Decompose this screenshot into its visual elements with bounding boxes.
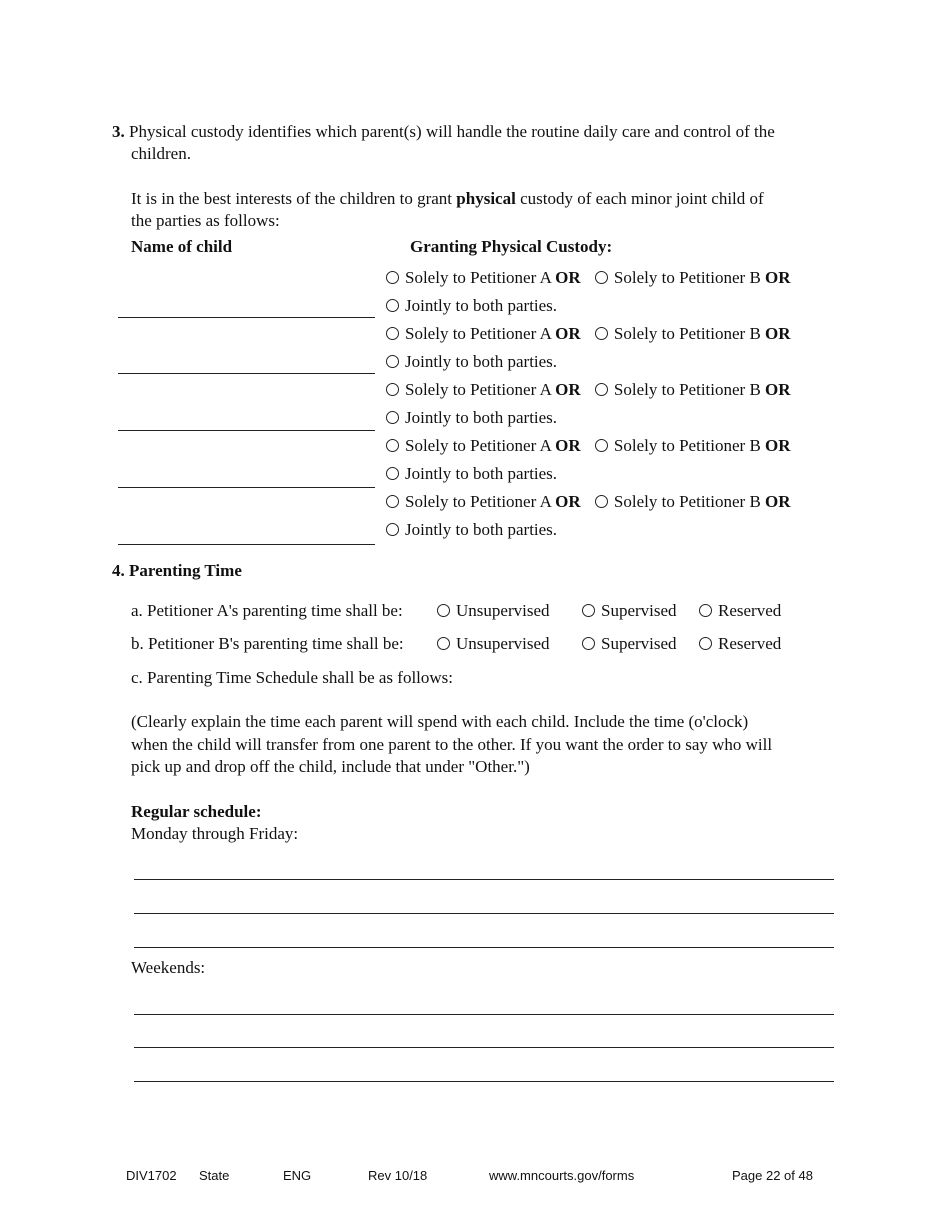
custody-row-4-sole [386,436,791,456]
radio-joint-3[interactable] [386,411,399,424]
option-joint-label: Jointly to both parties. [405,296,558,315]
child-name-field-1[interactable] [118,317,375,318]
or-label: OR [765,268,791,287]
child-name-field-3[interactable] [118,430,375,431]
section3-intro-line2: children. [131,144,191,163]
weekend-line-3[interactable] [134,1081,834,1082]
or-label: OR [555,268,581,287]
petitioner-b-parenting-label: b. Petitioner B's parenting time shall be: [131,634,404,653]
option-a-label: Solely to Petitioner A [405,380,556,399]
or-label: OR [555,324,581,343]
radio-a-supervised[interactable] [582,604,595,617]
or-label: OR [555,380,581,399]
section3-intro-text: Physical custody identifies which parent(s) will handle the routine daily care and control of the [129,122,775,141]
radio-petitioner-b-1[interactable] [595,271,608,284]
para-text-1: It is in the best interests of the children to grant [131,189,457,208]
radio-b-reserved[interactable] [699,637,712,650]
section4-title: 4. Parenting Time [112,561,242,580]
schedule-label: c. Parenting Time Schedule shall be as follows: [131,668,454,687]
instruction-line2: when the child will transfer from one parent to the other. If you want the order to say who will [131,735,773,754]
child-name-field-2[interactable] [118,373,375,374]
column-header-custody: Granting Physical Custody: [410,237,613,256]
radio-a-reserved[interactable] [699,604,712,617]
instruction-line3: pick up and drop off the child, include that under "Other.") [131,757,530,776]
weekend-label: Weekends: [131,958,206,977]
weekend-line-2[interactable] [134,1047,834,1048]
petitioner-a-supervised [582,601,677,621]
radio-petitioner-a-2[interactable] [386,327,399,340]
radio-joint-5[interactable] [386,523,399,536]
custody-row-5-sole [386,492,791,512]
radio-petitioner-b-4[interactable] [595,439,608,452]
petitioner-b-supervised [582,634,677,654]
custody-row-5-joint [386,520,557,540]
opt-reserved-label: Reserved [718,601,782,620]
petitioner-b-options [437,634,549,654]
weekday-line-1[interactable] [134,879,834,880]
or-label: OR [765,436,791,455]
column-header-name: Name of child [131,237,233,256]
regular-schedule-title: Regular schedule: [131,802,262,821]
opt-supervised-label: Supervised [601,601,677,620]
footer-url[interactable]: www.mncourts.gov/forms [489,1168,635,1183]
footer-state: State [199,1168,230,1183]
option-joint-label: Jointly to both parties. [405,408,558,427]
radio-joint-1[interactable] [386,299,399,312]
opt-unsupervised-label: Unsupervised [456,601,550,620]
radio-joint-2[interactable] [386,355,399,368]
option-a-label: Solely to Petitioner A [405,436,556,455]
radio-b-unsupervised[interactable] [437,637,450,650]
option-a-label: Solely to Petitioner A [405,268,556,287]
option-joint-label: Jointly to both parties. [405,352,558,371]
radio-petitioner-a-3[interactable] [386,383,399,396]
custody-row-2-joint [386,352,557,372]
or-label: OR [765,492,791,511]
custody-row-1-joint [386,296,557,316]
footer-form-id: DIV1702 [126,1168,177,1183]
radio-b-supervised[interactable] [582,637,595,650]
option-a-label: Solely to Petitioner A [405,492,556,511]
custody-row-2-sole [386,324,791,344]
custody-row-3-sole [386,380,791,400]
petitioner-a-parenting-label: a. Petitioner A's parenting time shall be: [131,601,403,620]
custody-row-4-joint [386,464,557,484]
weekday-line-2[interactable] [134,913,834,914]
radio-petitioner-a-5[interactable] [386,495,399,508]
footer-page: Page 22 of 48 [732,1168,813,1183]
para-text-2: custody of each minor joint child of [515,189,764,208]
option-joint-label: Jointly to both parties. [405,464,558,483]
option-b-label: Solely to Petitioner B [613,380,766,399]
opt-supervised-label: Supervised [601,634,677,653]
option-b-label: Solely to Petitioner B [613,436,766,455]
option-joint-label: Jointly to both parties. [405,520,558,539]
radio-petitioner-b-5[interactable] [595,495,608,508]
footer-lang: ENG [283,1168,312,1183]
petitioner-a-reserved [699,601,781,621]
instruction-line1: (Clearly explain the time each parent will spend with each child. Include the time (o'clock) [131,712,749,731]
or-label: OR [555,436,581,455]
child-name-field-5[interactable] [118,544,375,545]
radio-petitioner-b-2[interactable] [595,327,608,340]
option-b-label: Solely to Petitioner B [613,492,766,511]
section3-number: 3. [112,122,125,141]
petitioner-b-reserved [699,634,781,654]
or-label: OR [555,492,581,511]
weekend-line-1[interactable] [134,1014,834,1015]
section3-paragraph-line1 [131,189,764,209]
or-label: OR [765,380,791,399]
opt-unsupervised-label: Unsupervised [456,634,550,653]
radio-petitioner-a-4[interactable] [386,439,399,452]
para-bold-physical: physical [456,189,516,208]
weekday-line-3[interactable] [134,947,834,948]
custody-row-1-sole [386,268,791,288]
option-b-label: Solely to Petitioner B [613,324,766,343]
section3-paragraph-line2: the parties as follows: [131,211,280,230]
footer-rev: Rev 10/18 [368,1168,428,1183]
radio-joint-4[interactable] [386,467,399,480]
option-a-label: Solely to Petitioner A [405,324,556,343]
petitioner-a-options [437,601,549,621]
radio-petitioner-b-3[interactable] [595,383,608,396]
or-label: OR [765,324,791,343]
opt-reserved-label: Reserved [718,634,782,653]
child-name-field-4[interactable] [118,487,375,488]
custody-row-3-joint [386,408,557,428]
section3-intro-line1 [112,122,775,142]
weekday-label: Monday through Friday: [131,824,299,843]
option-b-label: Solely to Petitioner B [613,268,766,287]
radio-petitioner-a-1[interactable] [386,271,399,284]
radio-a-unsupervised[interactable] [437,604,450,617]
